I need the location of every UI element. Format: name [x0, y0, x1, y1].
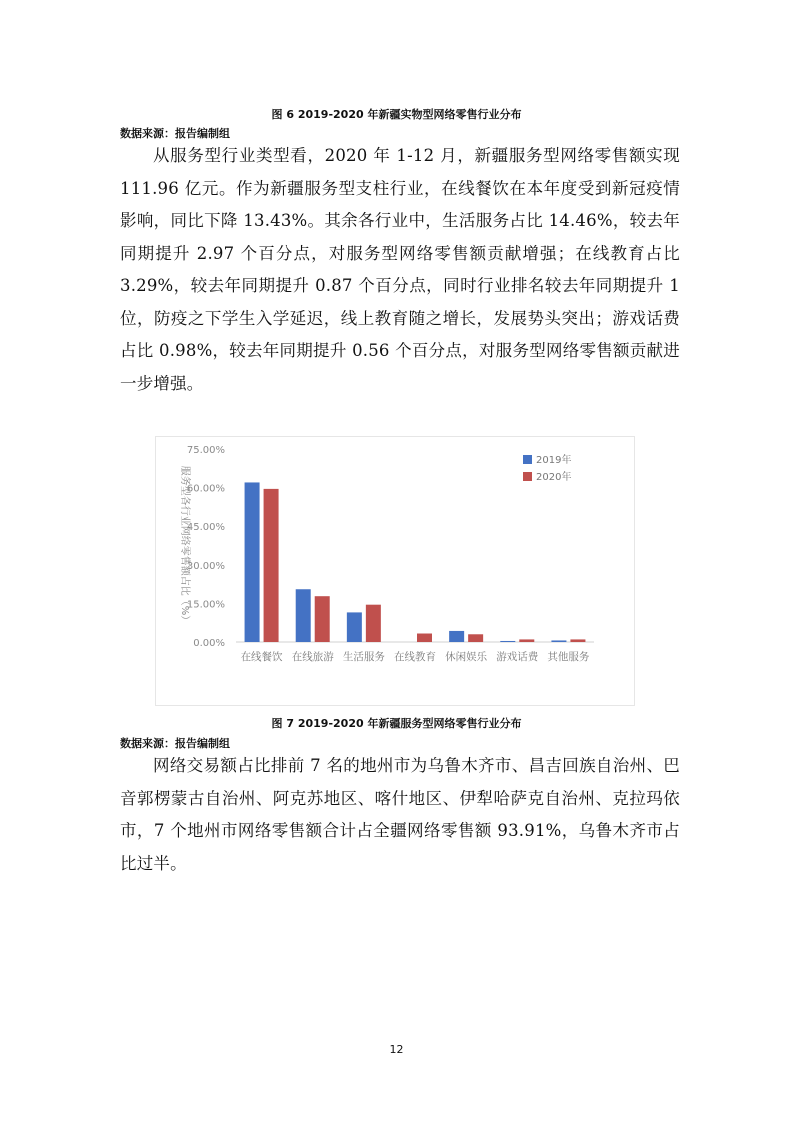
x-category-label: 在线旅游 [291, 651, 334, 663]
figure7-source: 数据来源：报告编制组 [120, 737, 230, 750]
chart-figure7 [155, 436, 635, 706]
figure6-caption: 图 6 2019-2020 年新疆实物型网络零售行业分布 [271, 108, 522, 121]
page-number: 12 [389, 1043, 404, 1056]
y-axis-title: 服务型各行业网络零售额占比（%） [179, 465, 190, 626]
bar-2019 [449, 631, 464, 642]
bar-2019 [245, 482, 260, 642]
y-tick-label: 0.00% [193, 638, 225, 649]
bar-2019 [551, 640, 566, 642]
figure6-source: 数据来源：报告编制组 [120, 127, 230, 140]
bar-2019 [347, 612, 362, 642]
paragraph-service-industry: 从服务型行业类型看，2020 年 1-12 月，新疆服务型网络零售额实现 111.96 亿元。作为新疆服务型支柱行业，在线餐饮在本年度受到新冠疫情影响，同比下降 13.43%。其余各行业中，生活服务占比 14.46%，较去年同期提升 2.97 个百分点，对服务型网络零售额贡献增强；在线教育占比 3.29%，较去年同期提升 0.87 个百分点，同时行业排名较去年同期提升 1 位，防疫之下学生入学延迟，线上教育随之增长，发展势头突出；游戏话费占比 0.98%，较去年同期提升 0.56 个百分点，对服务型网络零售额贡献进一步增强。 [120, 146, 680, 393]
bar-chart [156, 437, 634, 705]
x-category-label: 在线餐饮 [240, 651, 283, 663]
x-category-label: 游戏话费 [496, 651, 539, 663]
bar-2020 [468, 634, 483, 642]
figure7-caption: 图 7 2019-2020 年新疆服务型网络零售行业分布 [271, 717, 522, 730]
y-tick-label: 45.00% [186, 522, 225, 534]
legend-swatch [523, 472, 532, 481]
legend-swatch [523, 455, 532, 464]
legend-label: 2019年 [536, 455, 572, 466]
paragraph-regions: 网络交易额占比排前 7 名的地州市为乌鲁木齐市、昌吉回族自治州、巴音郭楞蒙古自治州、阿克苏地区、喀什地区、伊犁哈萨克自治州、克拉玛依市，7 个地州市网络零售额合计占全疆网络零售额 93.91%，乌鲁木齐市占比过半。 [120, 756, 680, 873]
bar-2019 [296, 589, 311, 642]
x-category-label: 休闲娱乐 [445, 651, 488, 663]
x-category-label: 在线教育 [394, 651, 436, 663]
bar-2020 [519, 639, 534, 642]
bar-2020 [366, 605, 381, 642]
y-tick-label: 30.00% [186, 560, 225, 572]
bar-2020 [570, 639, 585, 642]
bar-2020 [315, 596, 330, 642]
bar-2020 [417, 634, 432, 642]
legend-label: 2020年 [536, 472, 572, 483]
bar-2020 [264, 489, 279, 642]
y-tick-label: 60.00% [186, 483, 225, 495]
x-category-label: 其他服务 [547, 651, 590, 663]
bar-2019 [500, 641, 515, 642]
y-tick-label: 75.00% [186, 445, 225, 456]
x-category-label: 生活服务 [342, 651, 385, 663]
y-tick-label: 15.00% [186, 599, 225, 611]
